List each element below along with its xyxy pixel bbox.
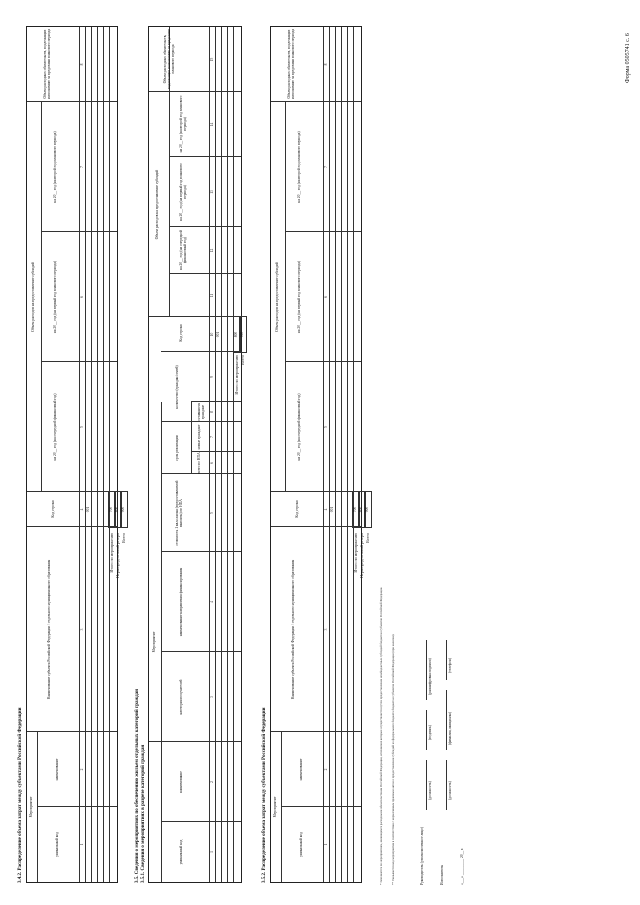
- position-caption: (должность): [428, 781, 432, 800]
- section-subtitle-351: 3.5.1. Сведения о мероприятиях в разрезе категорий граждан: [141, 744, 146, 883]
- col-num: 2: [324, 768, 328, 771]
- col-num: 3: [210, 696, 214, 698]
- row-code: 001: [216, 331, 220, 338]
- reserve-code: 800: [114, 491, 122, 528]
- col-num: 7: [210, 436, 214, 438]
- signature-line: [446, 760, 447, 810]
- count-total-header: всего по НПА: [197, 452, 201, 474]
- col-num: 5: [210, 512, 214, 514]
- code-header: Код строки: [51, 500, 55, 518]
- subject-header: Наименование субъекта Российской Федерации / отдельного муниципального образования: [291, 559, 295, 700]
- phone-caption: (телефон): [448, 657, 452, 673]
- col-num: 10: [210, 332, 214, 337]
- col-num: 8: [80, 63, 84, 66]
- col-num: 2: [210, 781, 214, 783]
- section-title-352: 3.5.2. Распределение объема затрат между субъектами Российской Федерации: [262, 707, 267, 883]
- total-label: Итого по мероприятию: [353, 533, 358, 573]
- form-code: Форма 0505741 с. 6: [625, 33, 631, 83]
- total-code: 800: [233, 316, 241, 353]
- col-num: 3: [324, 628, 328, 631]
- grand-total-code: 900: [239, 316, 247, 353]
- table-342: [26, 26, 118, 883]
- volume-header: Объем расходов на предоставление субсидий: [155, 169, 159, 240]
- count-new-header: новые граждане: [197, 424, 201, 450]
- year3-header: на 20__ год (на второй год планового периода): [297, 131, 301, 203]
- row-code: 001: [86, 506, 90, 513]
- cost-header: стоимость 1 кв.м жилья (предоставляемой выплаты) по НПА: [175, 480, 183, 546]
- signature-line: [446, 690, 447, 750]
- merop-header: Мероприятие: [273, 796, 277, 818]
- col-num: 6: [210, 462, 214, 464]
- grand-total-code: 900: [364, 491, 372, 528]
- volume-header: Объем расходов на предоставление субсидий: [275, 262, 279, 332]
- unique-code-header: уникальный код: [299, 832, 303, 857]
- year3-header: на 20__ год (на второй год планового периода): [179, 95, 187, 153]
- footnote-1: * Заполняется по мероприятиям, являющимся расходными обязательствами Российской Федерации, исполнение которых осуществляется путем предоставления межбюджетных субсидий бюджетам субъектов Российской Федерации.: [379, 586, 383, 885]
- obligations-header: Объем расходных обязательств, подлежащих исполнению за пределами планового периода: [287, 29, 295, 99]
- year1-header: на 20__ год (на очередной финансовый год): [53, 393, 57, 461]
- head-label: Руководитель (уполномоченное лицо): [420, 826, 424, 885]
- term-header: срок реализации: [175, 435, 179, 461]
- col-num: 5: [324, 426, 328, 428]
- col-num: 14: [210, 122, 214, 127]
- col-num: 7: [324, 166, 328, 168]
- category-header: категория получателей: [179, 679, 183, 715]
- decode-caption: (расшифровка подписи): [428, 658, 432, 695]
- section-title-35: 3.5. Сведения о мероприятиях по обеспечению жильем отдельных категорий граждан: [135, 688, 140, 883]
- merop-header: Мероприятие: [29, 796, 33, 818]
- position-caption: (должность): [448, 781, 452, 800]
- name-header: наименование: [299, 758, 303, 781]
- col-num: 8: [210, 411, 214, 413]
- executor-label: Исполнитель: [440, 864, 444, 885]
- reserve-label: Нераспределенный резерв: [115, 533, 120, 578]
- code-header: Код строки: [295, 500, 299, 518]
- col-num: 11: [210, 293, 214, 298]
- signature-line: [426, 710, 427, 750]
- grand-total-label: Всего: [365, 533, 370, 543]
- col-num: 4: [324, 508, 328, 511]
- grand-total-code: 900: [120, 491, 128, 528]
- grand-total-label: Всего: [121, 533, 126, 543]
- name-header: наименование: [179, 771, 183, 793]
- col-num: 12: [210, 248, 214, 253]
- fio-caption: (фамилия, инициалы): [448, 711, 452, 745]
- obligations-header: Объем расходных обязательств, подлежащих исполнению за пределами планового периода: [43, 29, 51, 99]
- reserve-label: Нераспределенный резерв: [359, 533, 364, 578]
- year1-header: на 20__ год (на очередной финансовый год): [297, 393, 301, 461]
- row-code: 001: [330, 506, 334, 513]
- unique-code-header: уникальный код: [179, 839, 183, 865]
- col-num: 1: [210, 851, 214, 853]
- col-num: 4: [80, 508, 84, 511]
- col-num: 13: [210, 190, 214, 194]
- col-num: 8: [324, 63, 328, 66]
- signature-line: [446, 640, 447, 680]
- col-num: 5: [80, 426, 84, 428]
- year3-header: на 20__ год (на второй год планового периода): [53, 131, 57, 203]
- col-num: 4: [210, 601, 214, 603]
- col-num: 7: [80, 166, 84, 168]
- col-num: 15: [210, 57, 214, 62]
- signature-line: [426, 760, 427, 810]
- unique-code-header: уникальный код: [55, 832, 59, 857]
- col-num: 9: [210, 376, 214, 378]
- code-header: Код строки: [179, 324, 183, 342]
- name-header: наименование: [55, 758, 59, 781]
- col-num: 1: [324, 843, 328, 846]
- grand-total-label: Всего: [240, 355, 245, 365]
- year2-header: на 20__ год (на первый год планового периода): [179, 163, 187, 221]
- date-line: «___» _________ 20__ г.: [460, 847, 464, 885]
- col-num: 2: [80, 768, 84, 771]
- total-code: 700: [352, 491, 360, 528]
- table-351: [148, 26, 242, 883]
- count-header: количество (граждан/семей): [175, 365, 179, 409]
- obligations-header: Объем расходных обязательств, подлежащих исполнению за пределами планового периода: [163, 28, 175, 90]
- normative-header: наименование направления финансирования: [179, 567, 183, 637]
- year2-header: на 20__ год (на первый год планового периода): [53, 260, 57, 334]
- signature-line: [426, 640, 427, 700]
- total-label: Итого по мероприятию: [109, 533, 114, 573]
- signature-caption: (подпись): [428, 725, 432, 740]
- total-label: Итого по мероприятию: [234, 355, 239, 395]
- col-num: 6: [324, 296, 328, 298]
- total-code: 700: [108, 491, 116, 528]
- col-num: 1: [80, 843, 84, 846]
- volume-header: Объем расходов на предоставление субсидий: [31, 262, 35, 332]
- reserve-code: 800: [358, 491, 366, 528]
- merop-header: Мероприятие: [152, 631, 156, 653]
- year2-header: на 20__ год (на первый год планового периода): [297, 260, 301, 334]
- col-num: 3: [80, 628, 84, 631]
- col-num: 6: [80, 296, 84, 298]
- year1-header: на 20__ год (на очередной финансовый год): [179, 230, 187, 270]
- section-title-342: 3.4.2. Распределение объема затрат между субъектами Российской Федерации: [18, 707, 23, 883]
- count-left-header: оставшиеся граждане: [197, 403, 205, 422]
- subject-header: Наименование субъекта Российской Федерации / отдельного муниципального образования: [47, 559, 51, 700]
- footnote-2: ** Указывается код мероприятия в соответствии с нормативным правовым актом о предоставлении субсидий из федерального бюджета бюджетам субъектов Российской Федерации (при наличии).: [391, 633, 395, 885]
- table-352: [270, 26, 362, 883]
